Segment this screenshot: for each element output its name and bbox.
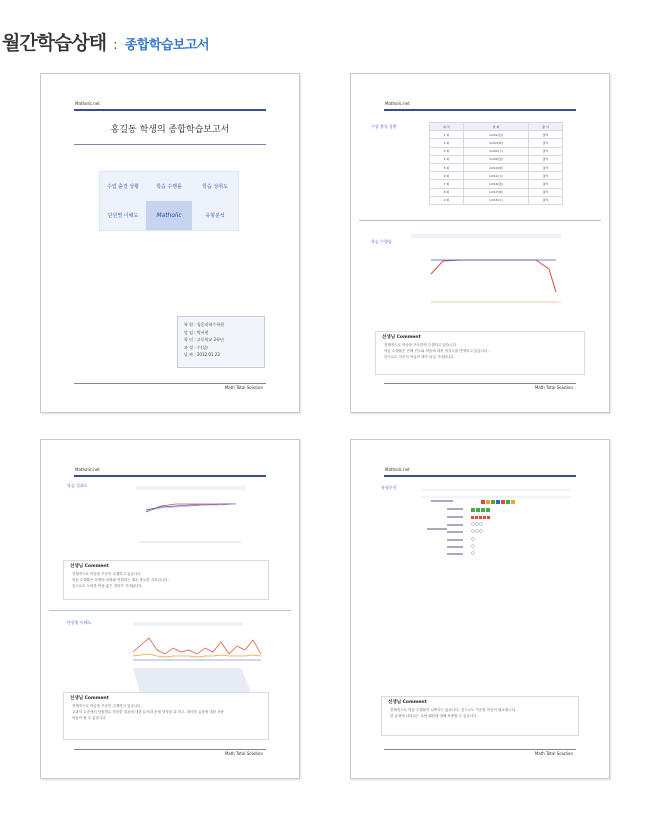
chart-legend-bg [133,622,243,626]
comment-line: 전체적으로 학습 수행률이 나쁘지는 않습니다. 앞으로도 꾸준한 학습이 필요합니다. [390,708,517,712]
table-cell: 출석 [529,139,563,147]
table-header: 회 차 [430,123,464,131]
footer-rule [74,749,266,750]
result-circles [472,523,483,555]
info-course: 과 정 : 수(상) [184,344,208,350]
table-cell: 9 회 [430,196,464,204]
series-line-red [431,260,556,292]
info-teacher: 담 임 : 박서현 [184,329,209,335]
report-page-attendance[interactable] [350,73,610,413]
performance-chart-label: 학습 수행률 [371,239,392,244]
table-cell: 8 회 [430,188,464,196]
heading-subtitle: 종합학습보고서 [124,38,210,53]
report-title: 홍길동 학생의 종합학습보고서 [110,125,230,135]
menu-achievement: 학습 성취도 [192,172,238,201]
report-page-achievement[interactable] [40,439,300,779]
brand-label: Matholic.net [385,467,410,472]
comment-line: 앞으로도 꾸준히 학습이 계속 되길 기대합니다. [384,355,455,359]
attendance-label: 수업 출결 상황 [371,124,397,129]
menu-attendance: 수업 출결 상황 [100,172,146,201]
info-academy: 학 원 : 청운과학수학원 [184,322,224,327]
result-cells-row3 [471,516,490,519]
comment-line: 앞으로도 노력한 만큼 좋은 결과가 기대됩니다. [72,584,143,588]
table-cell: 3 회 [430,147,464,155]
table-cell: 6 회 [430,172,464,180]
table-cell: 출석 [529,196,563,204]
table-cell: 4 회 [430,155,464,163]
comment-line: 학습 수행률은 학생의 성취와 연결되는 매우 중요한 지표입니다. [72,578,169,582]
table-cell: 12/17(화) [463,188,528,196]
footer-rule [74,383,266,384]
menu-performance: 학습 수행률 [146,172,192,201]
table-cell: 1 회 [430,131,464,139]
matholic-logo: Matholic [146,201,192,230]
heading-title: 월간학습상태 [2,32,107,54]
table-cell: 출석 [529,147,563,155]
chart-legend-bg [411,234,561,238]
brand-label: Matholic.net [385,101,410,106]
result-cells-row2 [471,508,490,512]
table-cell: 12/02(월) [463,131,528,139]
info-grade: 학 년 : 고등학교 2학년 [184,337,224,342]
info-date: 날 짜 : 2012.01.23 [184,352,220,357]
comment-title: 선생님 Comment [388,700,427,705]
table-cell: 출석 [529,172,563,180]
menu-unit-understanding: 단원별 이해도 [100,201,146,230]
achievement-chart-label: 학습 성취도 [67,483,88,488]
table-cell: 12/10(화) [463,163,528,171]
comment-box [63,692,269,740]
table-cell: 12/03(화) [463,139,528,147]
title-rule [74,144,266,145]
footer-text: Math Total Solution [534,751,573,756]
table-cell: 12/16(월) [463,180,528,188]
report-page-cover[interactable] [40,73,300,413]
footer-text: Math Total Solution [534,385,573,390]
comment-line: 전체적으로 학습을 꾸준히 수행하고 있습니다. [72,704,142,708]
footer-text: Math Total Solution [224,385,263,390]
comment-title: 선생님 Comment [382,335,421,340]
table-cell: 출석 [529,180,563,188]
footer-rule [384,749,576,750]
contents-grid [99,171,239,231]
comment-title: 선생님 Comment [70,696,109,701]
table-header: 날 짜 [463,123,528,131]
comment-box [375,331,585,375]
page-heading [2,28,209,55]
table-cell: 12/04(수) [463,147,528,155]
unit-chart-label: 단원별 이해도 [67,620,92,625]
table-cell: 출석 [529,163,563,171]
table-cell: 출석 [529,155,563,163]
comment-line: 학습 수행률은 전체 진도와 학습에 대한 성실도를 반영하고 있습니다. [384,349,489,353]
student-info-box [177,316,265,368]
table-cell: 12/09(월) [463,155,528,163]
comment-line: 전체적으로 학습을 꾸준하게 수행하고 있습니다. [384,343,458,347]
table-cell: 5 회 [430,163,464,171]
table-cell: 출석 [529,188,563,196]
comment-box [381,696,579,736]
comment-line: 학습이 될 수 있습니다. [72,716,107,720]
series-line-orange [133,654,261,657]
brand-label: Matholic.net [75,101,100,106]
comment-line: 한 유형에 나타나는 오답 패턴에 대해 보충할 수 있습니다. [390,714,478,718]
series-line-red [133,638,261,654]
table-cell: 12/11(수) [463,172,528,180]
header-rule [74,109,266,111]
type-analysis-label: 유형분석 [381,485,397,490]
table-header: 출 석 [529,123,563,131]
menu-type-analysis: 유형분석 [192,201,238,230]
table-cell: 2 회 [430,139,464,147]
result-cells-row1 [481,500,515,504]
report-page-type-analysis[interactable] [350,439,610,779]
table-cell: 7 회 [430,180,464,188]
type-row-labels [427,500,463,555]
comment-line: 전체적으로 학습을 꾸준히 수행하고 있습니다. [72,572,142,576]
footer-text: Math Total Solution [224,751,263,756]
comment-line: 교과서 수준에서 단원별로 학습한 결과에 대한 분석과 문제 향상을 위 하고, 취약한 유형에 대한 보충 [72,710,224,714]
heading-separator: : [113,38,118,53]
footer-rule [384,383,576,384]
comment-title: 선생님 Comment [70,564,109,569]
table-cell: 12/18(수) [463,196,528,204]
brand-label: Matholic.net [75,467,100,472]
table-cell: 출석 [529,131,563,139]
